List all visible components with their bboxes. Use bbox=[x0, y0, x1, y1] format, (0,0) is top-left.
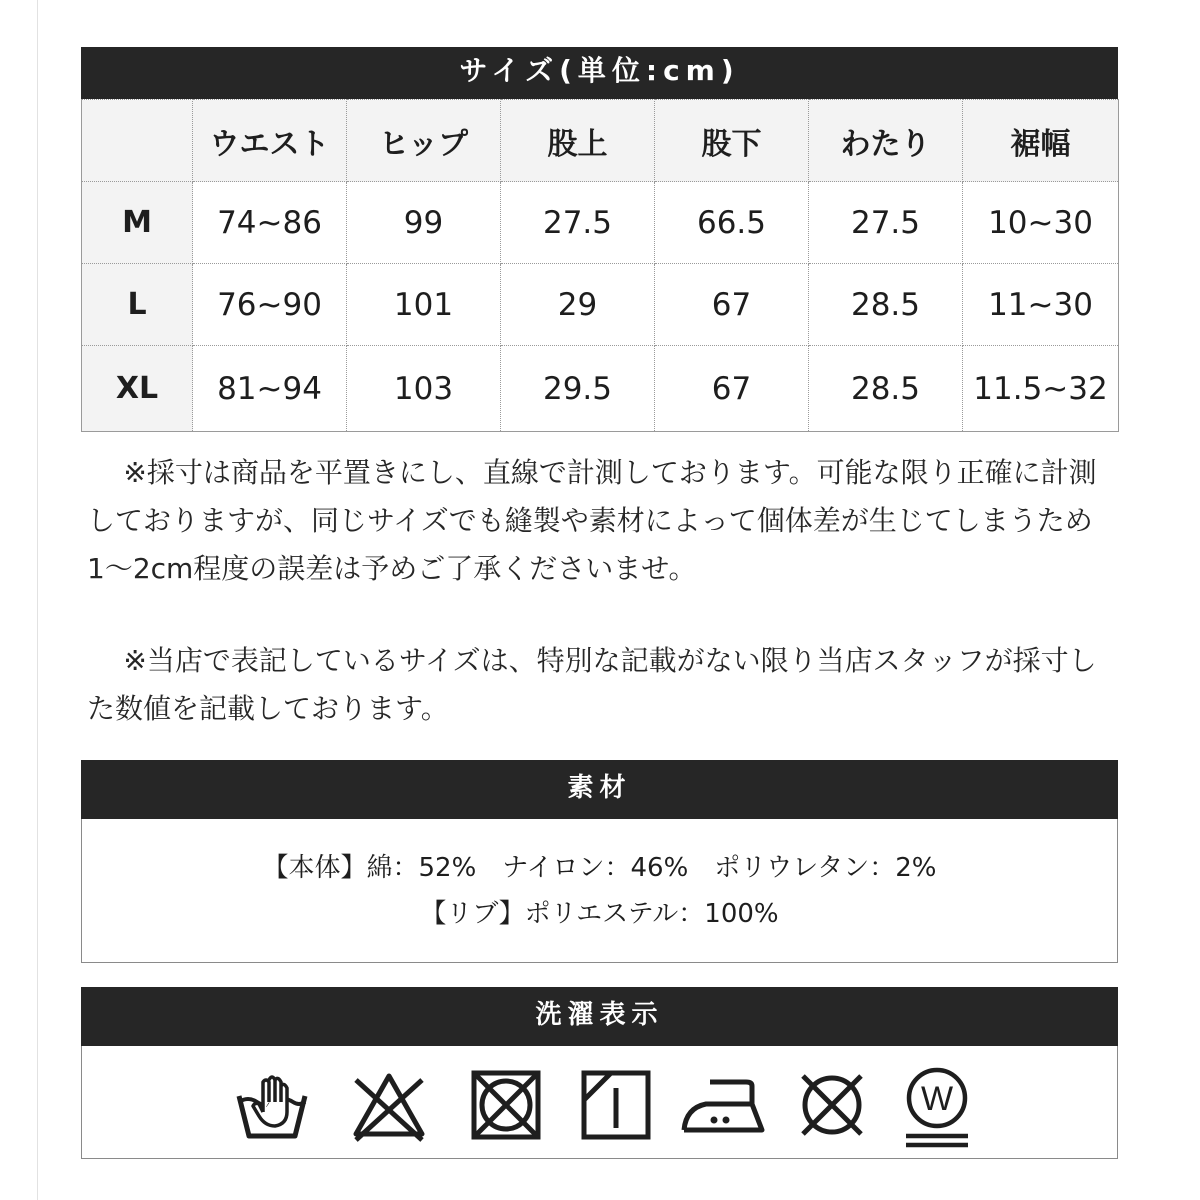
wet-clean-letter: W bbox=[920, 1080, 954, 1118]
table-cell: 28.5 bbox=[809, 264, 963, 346]
no-bleach-icon bbox=[352, 1068, 426, 1142]
table-row bbox=[82, 264, 1119, 346]
measurement-note: ※採寸は商品を平置きにし、直線で計測しております。可能な限り正確に計測しておりますが、同じサイズでも縫製や素材によって個体差が生じてしまうため1～2cm程度の誤差は予めご了承くださいませ。 bbox=[87, 456, 1097, 585]
size-label: XL bbox=[82, 346, 193, 432]
table-row bbox=[82, 346, 1119, 432]
size-table-header-row bbox=[82, 100, 1119, 182]
laundry-title: 洗濯表示 bbox=[81, 987, 1118, 1046]
wet-clean-mild-icon bbox=[900, 1064, 974, 1150]
hand-wash-icon bbox=[235, 1068, 309, 1142]
column-header: 股下 bbox=[655, 100, 809, 182]
table-cell: 11.5~32 bbox=[963, 346, 1119, 432]
size-label: M bbox=[82, 182, 193, 264]
column-header: ヒップ bbox=[347, 100, 501, 182]
table-cell: 27.5 bbox=[501, 182, 655, 264]
table-cell: 103 bbox=[347, 346, 501, 432]
laundry-icons-box bbox=[81, 1046, 1118, 1159]
line-dry-shade-icon bbox=[579, 1068, 653, 1142]
size-table-title: サイズ(単位:cm) bbox=[81, 47, 1118, 99]
no-dry-clean-icon bbox=[795, 1068, 869, 1142]
no-tumble-dry-icon bbox=[469, 1068, 543, 1142]
size-table bbox=[81, 99, 1119, 432]
table-row bbox=[82, 182, 1119, 264]
table-cell: 11~30 bbox=[963, 264, 1119, 346]
table-cell: 76~90 bbox=[193, 264, 347, 346]
size-label: L bbox=[82, 264, 193, 346]
table-cell: 27.5 bbox=[809, 182, 963, 264]
page-left-rule bbox=[37, 0, 38, 1200]
material-body-line: 【本体】綿：52% ナイロン：46% ポリウレタン：2% bbox=[262, 853, 937, 883]
table-cell: 99 bbox=[347, 182, 501, 264]
column-header: 裾幅 bbox=[963, 100, 1119, 182]
column-header: わたり bbox=[809, 100, 963, 182]
table-cell: 28.5 bbox=[809, 346, 963, 432]
table-cell: 101 bbox=[347, 264, 501, 346]
column-header: 股上 bbox=[501, 100, 655, 182]
table-cell: 81~94 bbox=[193, 346, 347, 432]
size-source-note: ※当店で表記しているサイズは、特別な記載がない限り当店スタッフが採寸した数値を記載しております。 bbox=[87, 644, 1097, 725]
table-cell: 67 bbox=[655, 264, 809, 346]
table-cell: 29 bbox=[501, 264, 655, 346]
column-header: ウエスト bbox=[193, 100, 347, 182]
material-title: 素材 bbox=[81, 760, 1118, 819]
table-cell: 10~30 bbox=[963, 182, 1119, 264]
table-cell: 74~86 bbox=[193, 182, 347, 264]
table-cell: 66.5 bbox=[655, 182, 809, 264]
table-cell: 29.5 bbox=[501, 346, 655, 432]
material-box bbox=[81, 819, 1118, 963]
size-table-corner-cell bbox=[82, 100, 193, 182]
table-cell: 67 bbox=[655, 346, 809, 432]
material-rib-line: 【リブ】ポリエステル：100% bbox=[420, 899, 779, 929]
iron-low-icon bbox=[680, 1068, 768, 1142]
